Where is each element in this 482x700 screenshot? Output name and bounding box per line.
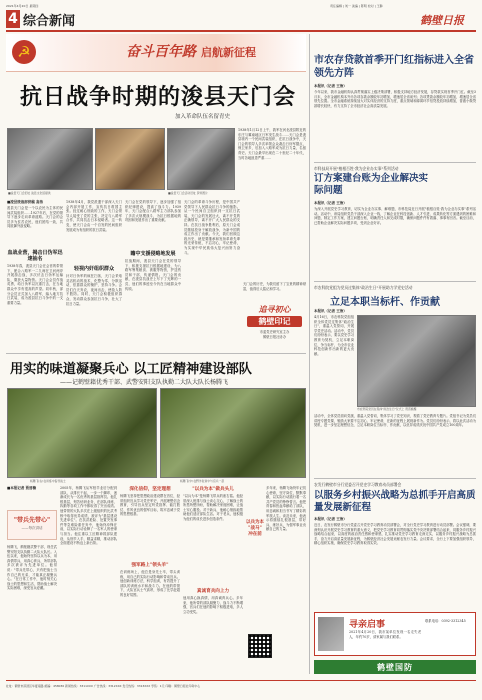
story2-sub-d: 真诚育兵向上力 (196, 589, 230, 594)
story2-body-col5: 多年来，杨腾飞始终牢记初心使命，坚守岗位，默默奉献，以实际行动践行着一名共产党员的铮铮誓言。他把青春和热血奉献给了部队，用忠诚和担当书写了精彩的军旅人生。谈及未来，他表示将继续扎根基层，带好兵，练好兵，为强军事业贡献自己的力量。 (266, 486, 306, 532)
story2-body-col4b: 他用真心换真情，用真诚育兵心。多年来，他所带的部队凝聚力、战斗力不断增强，官兵们在他的影响下积极进取，多人立功受奖。 (183, 596, 243, 614)
right-art3-byline: 本报讯（记者 王治） (314, 309, 347, 313)
right-art2-title: 订方案建台账为企业解决实际问题 (314, 173, 429, 196)
right-art3-body-left: 4月16日，市农科院党组组织全体党员过集体"政治生日"，重温入党誓词，开展学党史活动。活动中，党员们纷纷表示，要以党史学习教育为契机，立足本职岗位，争当标杆，为全市农业科技创新作出新的更大贡献。 (314, 315, 354, 356)
col-heading-1: ■浚县统战部供稿 高伟 (7, 200, 44, 204)
header-date: 2021年4月20日 星期四 (6, 4, 39, 8)
notice-text: 2021年4月20日，我市某单位发现一名走失老人，年约70岁，请家属与我们联系。 (349, 630, 421, 639)
story2-body-col1: 杨腾飞，鹤壁籍武警干部，现任武警安阳支队执勤二大队大队长。入伍以来，他始终坚持以兵为本，用真情带兵，用真心育兵，所带部队多次被评为先进单位。他常说："带兵先带心，只有把战士当作自己的兄弟，才能真正凝聚兵心。"在日常工作中，他时刻关心战士的思想和生活，帮助战士解决实际困难，深受官兵爱戴。 (7, 545, 57, 591)
right-art2-kicker: 市科技局开展"植根百姓·我为企业办实事"系列活动 (314, 166, 399, 171)
story2-sub-a: 深化信仰，坚定理想 (129, 487, 171, 492)
right-art3-title: 立足本职当标杆、作贡献 (330, 297, 440, 308)
banner-title-big: 奋斗百年路 (126, 44, 196, 60)
story2-body-col3b: 在训练场上，他总是身先士卒，带头训练，用自己的实际行动影响和带动官兵。他创新训练方法，科学组训，有效提升了部队的训练水平和战斗力。在他的带领下，大队官兵士气高昂，形成了比学赶超的良好氛围。 (120, 570, 180, 597)
right-art1-byline: 本报讯（记者 王治） (314, 84, 347, 88)
notice-contact: 联系电话：0392-3312345 (425, 619, 466, 623)
right-art4-kicker: 农发行鹤壁市分行党委召开党史学习教育动员部署会 (314, 482, 402, 487)
divider-right-2 (314, 281, 476, 282)
right-art4-body: 近日，农发行鹤壁市分行党委召开党史学习教育动员部署会，对全行党史学习教育进行动员部署。会议强调，要深刻认识开展党史学习教育的重大意义，把党史学习教育同贯彻落实党中央决策部署结合起来，同服务乡村振兴战略结合起来，以高度的政治责任感和使命感，扎实推动党史学习教育走深走实，以服务乡村振兴战略为总抓手，奋力开启高质量发展新征程，为鹤壁经济社会发展贡献农发行力量。会议要求，全行上下要加强组织领导，精心组织实施，确保党史学习教育取得实效。 (314, 523, 476, 546)
banner-title-small: 启航新征程 (201, 46, 256, 59)
right-art4-title: 以服务乡村振兴战略为总抓手开启高质量发展新征程 (314, 490, 476, 513)
story2-subheadline: ——记鹤壁籍优秀干部、武警安阳支队执勤二大队大队长杨腾飞 (60, 379, 229, 386)
banner (6, 34, 306, 72)
story2-byline: ■本报记者 贾晋楠 (7, 486, 37, 490)
feature-subheading-3: 瞻中支援侵略地发展 (130, 251, 176, 257)
story2-sub-c: "以兵为本"做兵头儿 (192, 487, 234, 492)
brand-bar-label: 鹤壁国防 (377, 661, 413, 672)
notice-title: 寻亲启事 (349, 620, 386, 630)
section-header (6, 9, 156, 29)
story2-body-col4: "以兵为本"是杨腾飞带兵的座右铭。他经常深入班排与战士谈心交心，了解战士的所思所想所盼，帮助解决家庭困难，让战士安心服役。对于新兵，他耐心细致地帮助他们适应部队生活。对于老兵，他积极为他们的成长进步创造条件。 (183, 494, 243, 521)
badge-sub-2: 鹤壁日报社协办 (262, 335, 287, 339)
quote-box-sub: ——每次讲话 (21, 526, 43, 530)
story2-photo-left (7, 388, 157, 478)
footer-rule (6, 680, 476, 681)
right-art3-body-bottom: 活动中，全体党员面向党旗，重温入党誓词，集体学习了党史知识，观看了党史教育专题片。党组书记为党员们讲授专题党课，勉励大家要不忘初心、牢记使命，在新的征程上展现新作为。党员们纷纷表示，将以此次活动为契机，进一步坚定理想信念，立足本职岗位当标杆、作贡献，以优异成绩庆祝中国共产党成立100周年。 (314, 414, 476, 428)
notice-box (314, 612, 476, 656)
right-art1-title: 市农存贷款首季开门红指标进入全省领先方阵 (314, 55, 474, 79)
feature-body-col1b: 1938年春，浚县天门会在会首的带领下，配合八路军一二九师在卫河两岸开展游击战，多次伏击日伪军运输队，缴获大量物资。天门会会员作战英勇，给日伪军以沉重打击，在当地群众中享有很高的声望。同年秋，部分会员正式加入八路军，编入地方抗日武装，成为浚县抗日斗争中的一支重要力量。 (7, 264, 63, 305)
right-art4-byline: 本报讯（记者 王治） (314, 517, 347, 521)
party-emblem-icon: ☭ (12, 40, 36, 64)
feature-body-col3: 天门会在党的领导下，逐步加强了组织纪律建设，提高了战斗力。1939年，天门会配合八路军主力部队参加了多次大规模战斗，为抗日根据地的巩固和发展作出了重要贡献。 (125, 200, 181, 223)
page-center-divider (309, 34, 310, 674)
story2-body-col3: 杨腾飞坚持把思想政治建设摆在首位，经常组织官兵学习党史军史，开展理想信念教育，引导官兵坚定听党指挥、能打胜仗、作风优良的强军目标，筑牢忠诚于党的思想根基。 (120, 494, 180, 517)
badge-sub-1: 市委党史研究室主办 (259, 330, 290, 334)
notice-photo (318, 617, 344, 651)
paper-name: 鹤壁日报 (420, 14, 464, 27)
feature-photo-caption-2: ■浚县天门会活动旧址 资料图片 (168, 191, 208, 195)
feature-photo-1 (7, 128, 93, 190)
feature-photo-3 (167, 128, 235, 190)
header-edition: 责任编辑 | 刘一 美编 | 陈明 校对 | 王静 (330, 4, 383, 8)
feature-subheading-2: 轻视内奸组织群众 (73, 266, 114, 272)
divider-story2 (6, 353, 306, 354)
feature-body-col1: 浚县天门会是一个以农民为主体的民间武装组织……1927年后，在党的领导下逐步走向革命道路。天门会的会员多为贫苦农民，他们团结一致，共同抵御外敌侵略。 (7, 206, 63, 229)
story2-photo-right (160, 388, 306, 478)
feature-body-col2b: 针对日伪军的疯狂扫荡，天门会采取灵活机动的战术，化整为零，分散活动，依靠群众的掩护，坚持斗争。会员们白天务农，夜间出击，使敌人防不胜防。同时，天门会积极组织群众，发动群众参加抗日斗争，壮大了抗日力量。 (66, 274, 122, 306)
story2-body-col2: 2005年，杨腾飞从军校毕业后分配到部队，从排长干起，一步一个脚印，逐渐成长为一名优秀的基层指挥员。他扎根基层，刻苦钻研业务，在部队训练、执勤等各项工作中都取得了突出成绩。他带领的大队多次在上级组织的比武考核中取得优异成绩，被评为"基层建设先进单位"。在抗洪抢险、处置突发事件等急难险重任务中，他始终冲锋在前，以实际行动诠释了一名军人的使命与担当。他注重以工匠精神抓部队建设，从细节入手，精益求精，推动部队全面建设不断迈上新台阶。 (60, 486, 117, 546)
right-art1-body: 今年以来，我市金融机构认真贯彻落实上级决策部署，积极支持地方经济发展，存贷款实现首季开门红。截至3月末，全市金融机构本外币各项存款余额较年初增加，增速居全省前列；各项贷款余额较年初增加，增速居全省领先位置。全市金融系统持续加大对实体经济的支持力度，重点领域和薄弱环节信贷投放持续增加，普惠小微贷款增长较快，有力支持了全市经济社会高质量发展。 (314, 90, 476, 108)
center-badge (243, 304, 306, 350)
right-art3-kicker: 市农科院党组为党员过集体"政治生日"开展助力学党史活动 (314, 285, 413, 290)
brand-bar (314, 660, 476, 674)
qr-code (248, 634, 272, 658)
feature-subheading-1: 血战业营，揭击日伪军迅速抽名 (7, 250, 63, 262)
page-number: 4 (6, 10, 20, 28)
feature-body-col2: 1938年4月，我党派遣干部深入天门会内部开展工作，宣传抗日救国主张。经过耐心细致的工作，天门会领导人接受了党的主张，决定与八路军合作，共同抗击日本侵略者。这一转变，使天门会由一个自发的民间组织发展成为有组织的抗日武装。 (66, 200, 122, 232)
story2-sub-b: 强军路上"领头羊" (131, 563, 169, 568)
story2-caption-left: 杨腾飞(右)在训练中指导战士 (30, 479, 66, 483)
badge-line-1: 追寻初心 (258, 304, 291, 314)
right-art2-body: 为深入开展党史学习教育，切实为企业办实事、解难题，市科技局近日开展"植根百姓·我为企业办实事"系列活动。活动中，该局组织党员干部深入企业一线，了解企业在科技创新、人才引进、成果转化等方面遇到的困难和问题，制定工作方案，建立问题台账，明确责任人和完成时限，确保问题件件有着落、事事有回音。截至目前，已帮助企业解决实际问题多项，受到企业好评。 (314, 207, 476, 225)
badge-line-2: 鹤壁印记 (247, 316, 302, 327)
divider-right-3 (314, 478, 476, 479)
story2-side-label: 以兵为本 "战马" 冲在前 (246, 520, 264, 537)
feature-body-right: 1938年1月12日上午，我军在河北浚县附近的东庄与冀南地区日军发生战斗……天门会是浚县境内一个民间武装组织，在抗日战争中，天门会的领导人多次率领会众袭击日伪军据点，保卫家乡，后加入八路军成为抗日力量，名留青史。天门会最早出现在二十世纪二十年代，当时各地匪患严重…… (238, 128, 306, 160)
section-title: 综合新闻 (23, 13, 76, 29)
feature-photo-2 (95, 128, 165, 190)
quote-box-title: "带兵先带心" (13, 517, 51, 524)
feature-body-col5: 天门会的历史，为我们留下了宝贵的精神财富，值得后人铭记和学习。 (243, 282, 306, 291)
story2-caption-right: 杨腾飞(中)在野外驻训中与官兵一起 (180, 479, 225, 483)
right-art3-photo (357, 315, 476, 407)
feature-headline: 抗日战争时期的浚县天门会 (20, 84, 297, 110)
feature-body-col3b: 抗战期间，浚县天门会在党的领导下，积极支援抗日根据地建设，为八路军筹集粮食、被服等物资，护送伤员和干部，传递情报。天门会的贡献，在浚县抗战史上写下了光辉的一页，他们的事迹至今仍在当地群众中传颂。 (125, 259, 181, 291)
right-art2-byline: 本报讯（记者 王治） (314, 201, 347, 205)
divider-right-1 (314, 162, 476, 163)
feature-body-col4: 天门会的革命斗争历程，是中国共产党领导下人民群众抗日斗争的缩影。从一个民间自卫组织到一支抗日武装，天门会的发展壮大，离不开党的正确领导，离不开广大人民群众的支持。在抗日战争胜利后，原天门会成员继续投身于解放战争，为新中国的成立作出了贡献。今天，我们回顾这段历史，就是要继承和发扬革命先辈的光荣传统，不忘初心，牢记使命，为实现中华民族伟大复兴而努力奋斗。 (184, 200, 240, 255)
right-art3-photo-caption: 市农科院党员在集体"政治生日"仪式上 贾晋楠摄 (357, 407, 417, 411)
footer-text: 社址：鹤壁市淇滨区华夏南路 邮编：458030 新闻热线：3311XXX 广告热线：3312XXX 发行热线：3313XXX 零售：1元 印刷：鹤壁日报社印务中心 (6, 684, 201, 688)
feature-byline: 加入革命队伍名留青史 (175, 114, 231, 120)
story2-quote-box (7, 510, 57, 540)
story2-headline: 用实的味道凝聚兵心 以工匠精神建设部队 (10, 362, 252, 377)
header-rule (6, 30, 476, 32)
feature-photo-caption-1: ■浚县天门会旧址 浚县文化馆提供 (8, 191, 51, 195)
